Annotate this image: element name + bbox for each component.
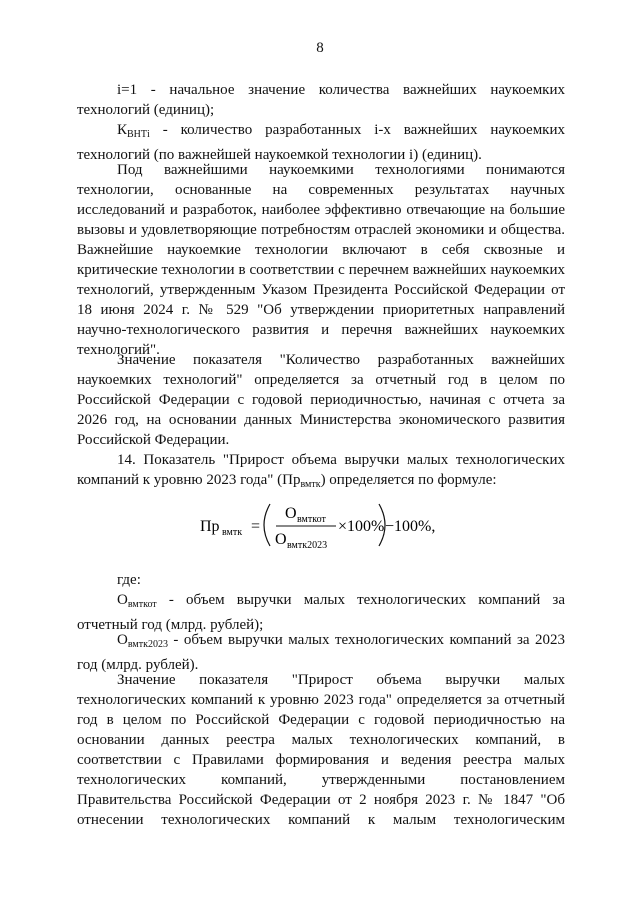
symbol-o: О xyxy=(117,592,128,608)
symbol-o-subscript: вмткот xyxy=(127,599,157,610)
denominator-symbol: О xyxy=(275,531,287,548)
paragraph-where: где: xyxy=(117,572,141,588)
paragraph-indicator-count: Значение показателя "Количество разработанных важнейших наукоемких технологий" определяется за отчетный год в целом по Российской Федерации с годовой периодичностью, начиная с отчета за 2026 год, на основании данных Министерства экономического развития Российской Федерации. xyxy=(77,352,565,448)
paragraph-kvnt-definition: $К_{ВНТi}$ - количество разработанных i-х важнейших наукоемких технологий (по важнейшей наукоемкой технологии i) (единиц). xyxy=(77,122,565,163)
page-number: 8 xyxy=(316,40,324,56)
symbol-o-2023-subscript: вмтк2023 xyxy=(127,639,168,650)
symbol-k-subscript: ВНТi xyxy=(127,129,150,140)
left-paren xyxy=(264,504,270,546)
numerator-subscript: вмткот xyxy=(297,514,326,525)
pr-subscript: вмтк xyxy=(300,479,321,490)
symbol-k: К xyxy=(117,122,128,138)
paragraph-revenue-2023: $О_{вмтк2023}$ - объем выручки малых технологических компаний за 2023 год (млрд. рублей). xyxy=(77,632,565,673)
formula-times-100: ×100% xyxy=(338,518,385,535)
paragraph-initial-value: i=1 - начальное значение количества важнейших наукоемких технологий (единиц); xyxy=(77,82,565,118)
paragraph-indicator-14: 14. Показатель "Прирост объема выручки малых технологических компаний к уровню 2023 года" $(Пр_{вмтк})$ определяется по формуле: xyxy=(77,452,565,490)
paragraph-technologies-definition: Под важнейшими наукоемкими технологиями понимаются технологии, основанные на современных результатах научных исследований и разработок, наиболее эффективно отвечающие на большие вызовы и удовлетворяющие потребностям отраслей экономики и общества. Важнейшие наукоемкие технологии включают в себя сквозные и критические технологии в соответствии с перечнем важнейших наукоемких технологий, утвержденным Указом Президента Российской Федерации от 18 июня 2024 г. № 529 "Об утверждении приоритетных направлений научно-технологического развития и перечня важнейших наукоемких технологий". xyxy=(77,162,565,358)
paragraph-indicator-value: Значение показателя "Прирост объема выручки малых технологических компаний к уровню 2023 года" определяется за отчетный год в целом по Российской Федерации с годовой периодичностью на основании данных реестра малых технологических компаний, в соответствии с Правилами формирования и ведения реестра малых технологических компаний, утвержденными постановлением Правительства Российской Федерации от 2 ноября 2023 г. № 1847 "Об отнесении технологических компаний к малым технологическим xyxy=(77,672,565,828)
numerator-symbol: О xyxy=(285,505,297,522)
symbol-o-2023: О xyxy=(117,632,128,648)
paragraph-revenue-reporting: $О_{вмткот}$ - объем выручки малых технологических компаний за отчетный год (млрд. рублей); xyxy=(77,592,565,633)
denominator-subscript: вмтк2023 xyxy=(287,540,328,550)
formula-lhs-subscript: вмтк xyxy=(222,527,243,538)
formula xyxy=(0,500,640,550)
formula-lhs: Пр xyxy=(200,518,220,535)
formula-minus-100: −100%, xyxy=(385,518,436,535)
formula-equals: = xyxy=(251,518,261,535)
